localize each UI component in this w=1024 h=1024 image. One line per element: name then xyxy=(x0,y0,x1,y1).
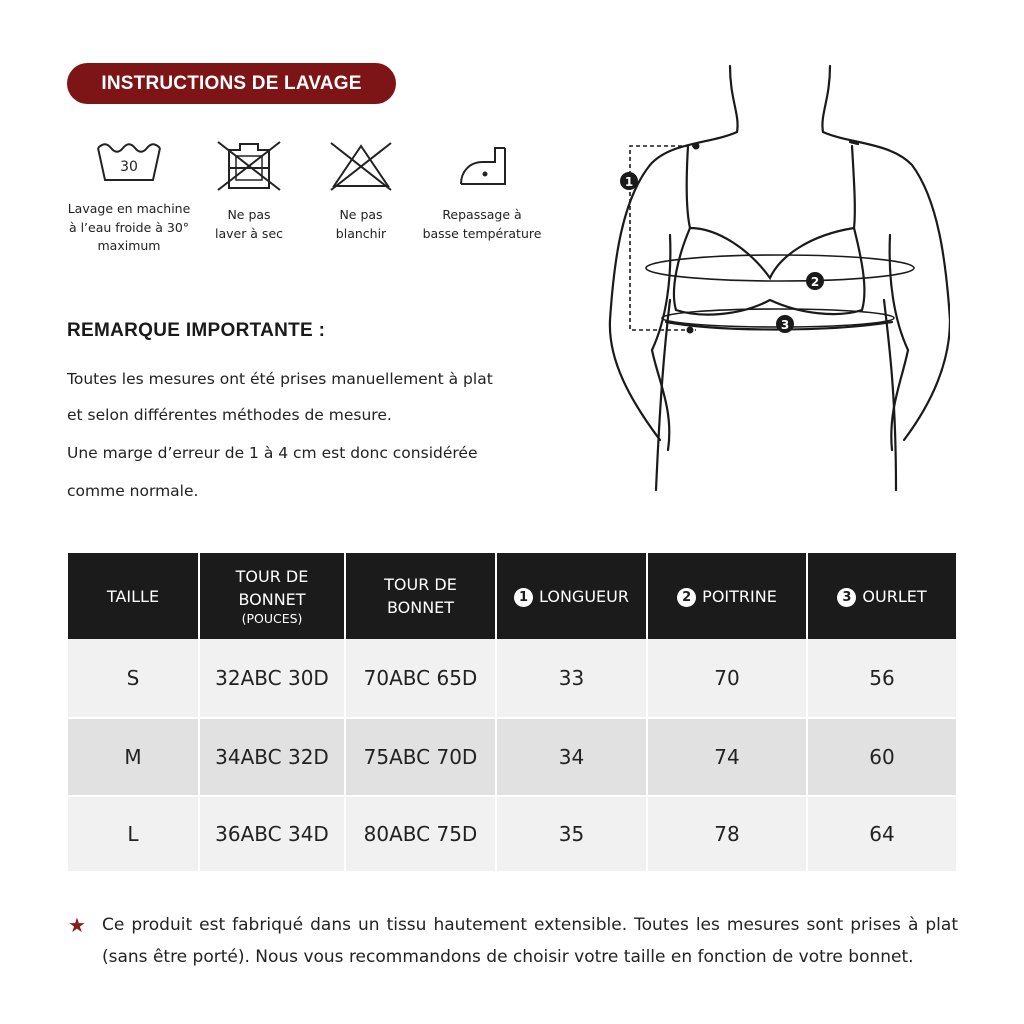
care-item-wash xyxy=(58,140,200,256)
cell-hem: 60 xyxy=(807,718,956,796)
note-text: Ce produit est fabriqué dans un tissu hautement extensible. Toutes les mesures sont prises à plat (sans être porté). Nous vous recommandons de choisir votre taille en fonction de votre bonnet. xyxy=(102,915,958,967)
care-item-bleach xyxy=(310,140,412,243)
cell-chest: 78 xyxy=(647,796,807,872)
remark-line: et selon différentes méthodes de mesure. xyxy=(67,406,392,424)
svg-text:1: 1 xyxy=(624,175,634,189)
cell-band-inches: 34ABC 32D xyxy=(199,718,345,796)
marker-1 xyxy=(620,172,638,190)
cell-band-cm: 70ABC 65D xyxy=(345,639,496,718)
cell-hem: 64 xyxy=(807,796,956,872)
cell-size: S xyxy=(68,639,199,718)
wash-instructions-header: INSTRUCTIONS DE LAVAGE xyxy=(67,63,396,104)
star-icon: ★ xyxy=(68,913,86,937)
marker-2 xyxy=(806,272,824,290)
column-header-band-cm: TOUR DE BONNET xyxy=(345,553,496,639)
cell-length: 34 xyxy=(496,718,647,796)
remark-line: Toutes les mesures ont été prises manuellement à plat xyxy=(67,370,493,388)
remark-line: comme normale. xyxy=(67,482,199,500)
cell-band-inches: 32ABC 30D xyxy=(199,639,345,718)
remark-title: REMARQUE IMPORTANTE : xyxy=(67,320,326,341)
column-header-hem: 3 OURLET xyxy=(807,553,956,639)
table-row xyxy=(68,718,956,796)
cell-band-cm: 80ABC 75D xyxy=(345,796,496,872)
care-label: Ne pas blanchir xyxy=(335,207,387,241)
number-badge: 3 xyxy=(837,588,856,607)
column-header-size: TAILLE xyxy=(68,553,199,639)
care-item-iron xyxy=(418,140,546,243)
marker-3 xyxy=(776,315,794,333)
iron-low-icon xyxy=(447,140,517,192)
table-header-row xyxy=(68,553,956,639)
table-row xyxy=(68,796,956,872)
cell-band-cm: 75ABC 70D xyxy=(345,718,496,796)
no-tumble-dry-icon xyxy=(214,140,284,192)
wash-temp-label: 30 xyxy=(120,159,138,175)
wash-30-icon xyxy=(94,140,164,186)
cell-chest: 70 xyxy=(647,639,807,718)
number-badge: 2 xyxy=(677,588,696,607)
care-label: Repassage à basse température xyxy=(422,207,542,241)
cell-length: 33 xyxy=(496,639,647,718)
column-header-chest: 2 POITRINE xyxy=(647,553,807,639)
cell-size: M xyxy=(68,718,199,796)
column-header-band-inches: TOUR DE BONNET (POUCES) xyxy=(199,553,345,639)
table-row xyxy=(68,639,956,718)
cell-band-inches: 36ABC 34D xyxy=(199,796,345,872)
care-item-dry xyxy=(190,140,308,243)
body-measurement-figure xyxy=(600,60,950,500)
column-header-length: 1 LONGUEUR xyxy=(496,553,647,639)
care-label: Lavage en machine à l’eau froide à 30° maximum xyxy=(67,201,191,253)
cell-size: L xyxy=(68,796,199,872)
cell-chest: 74 xyxy=(647,718,807,796)
size-table xyxy=(68,553,956,873)
no-bleach-icon xyxy=(326,140,396,192)
fabric-note xyxy=(68,909,958,973)
svg-text:2: 2 xyxy=(810,275,820,289)
care-label: Ne pas laver à sec xyxy=(214,207,284,241)
number-badge: 1 xyxy=(514,588,533,607)
svg-text:3: 3 xyxy=(780,318,790,332)
cell-length: 35 xyxy=(496,796,647,872)
remark-line: Une marge d’erreur de 1 à 4 cm est donc considérée xyxy=(67,444,478,462)
cell-hem: 56 xyxy=(807,639,956,718)
